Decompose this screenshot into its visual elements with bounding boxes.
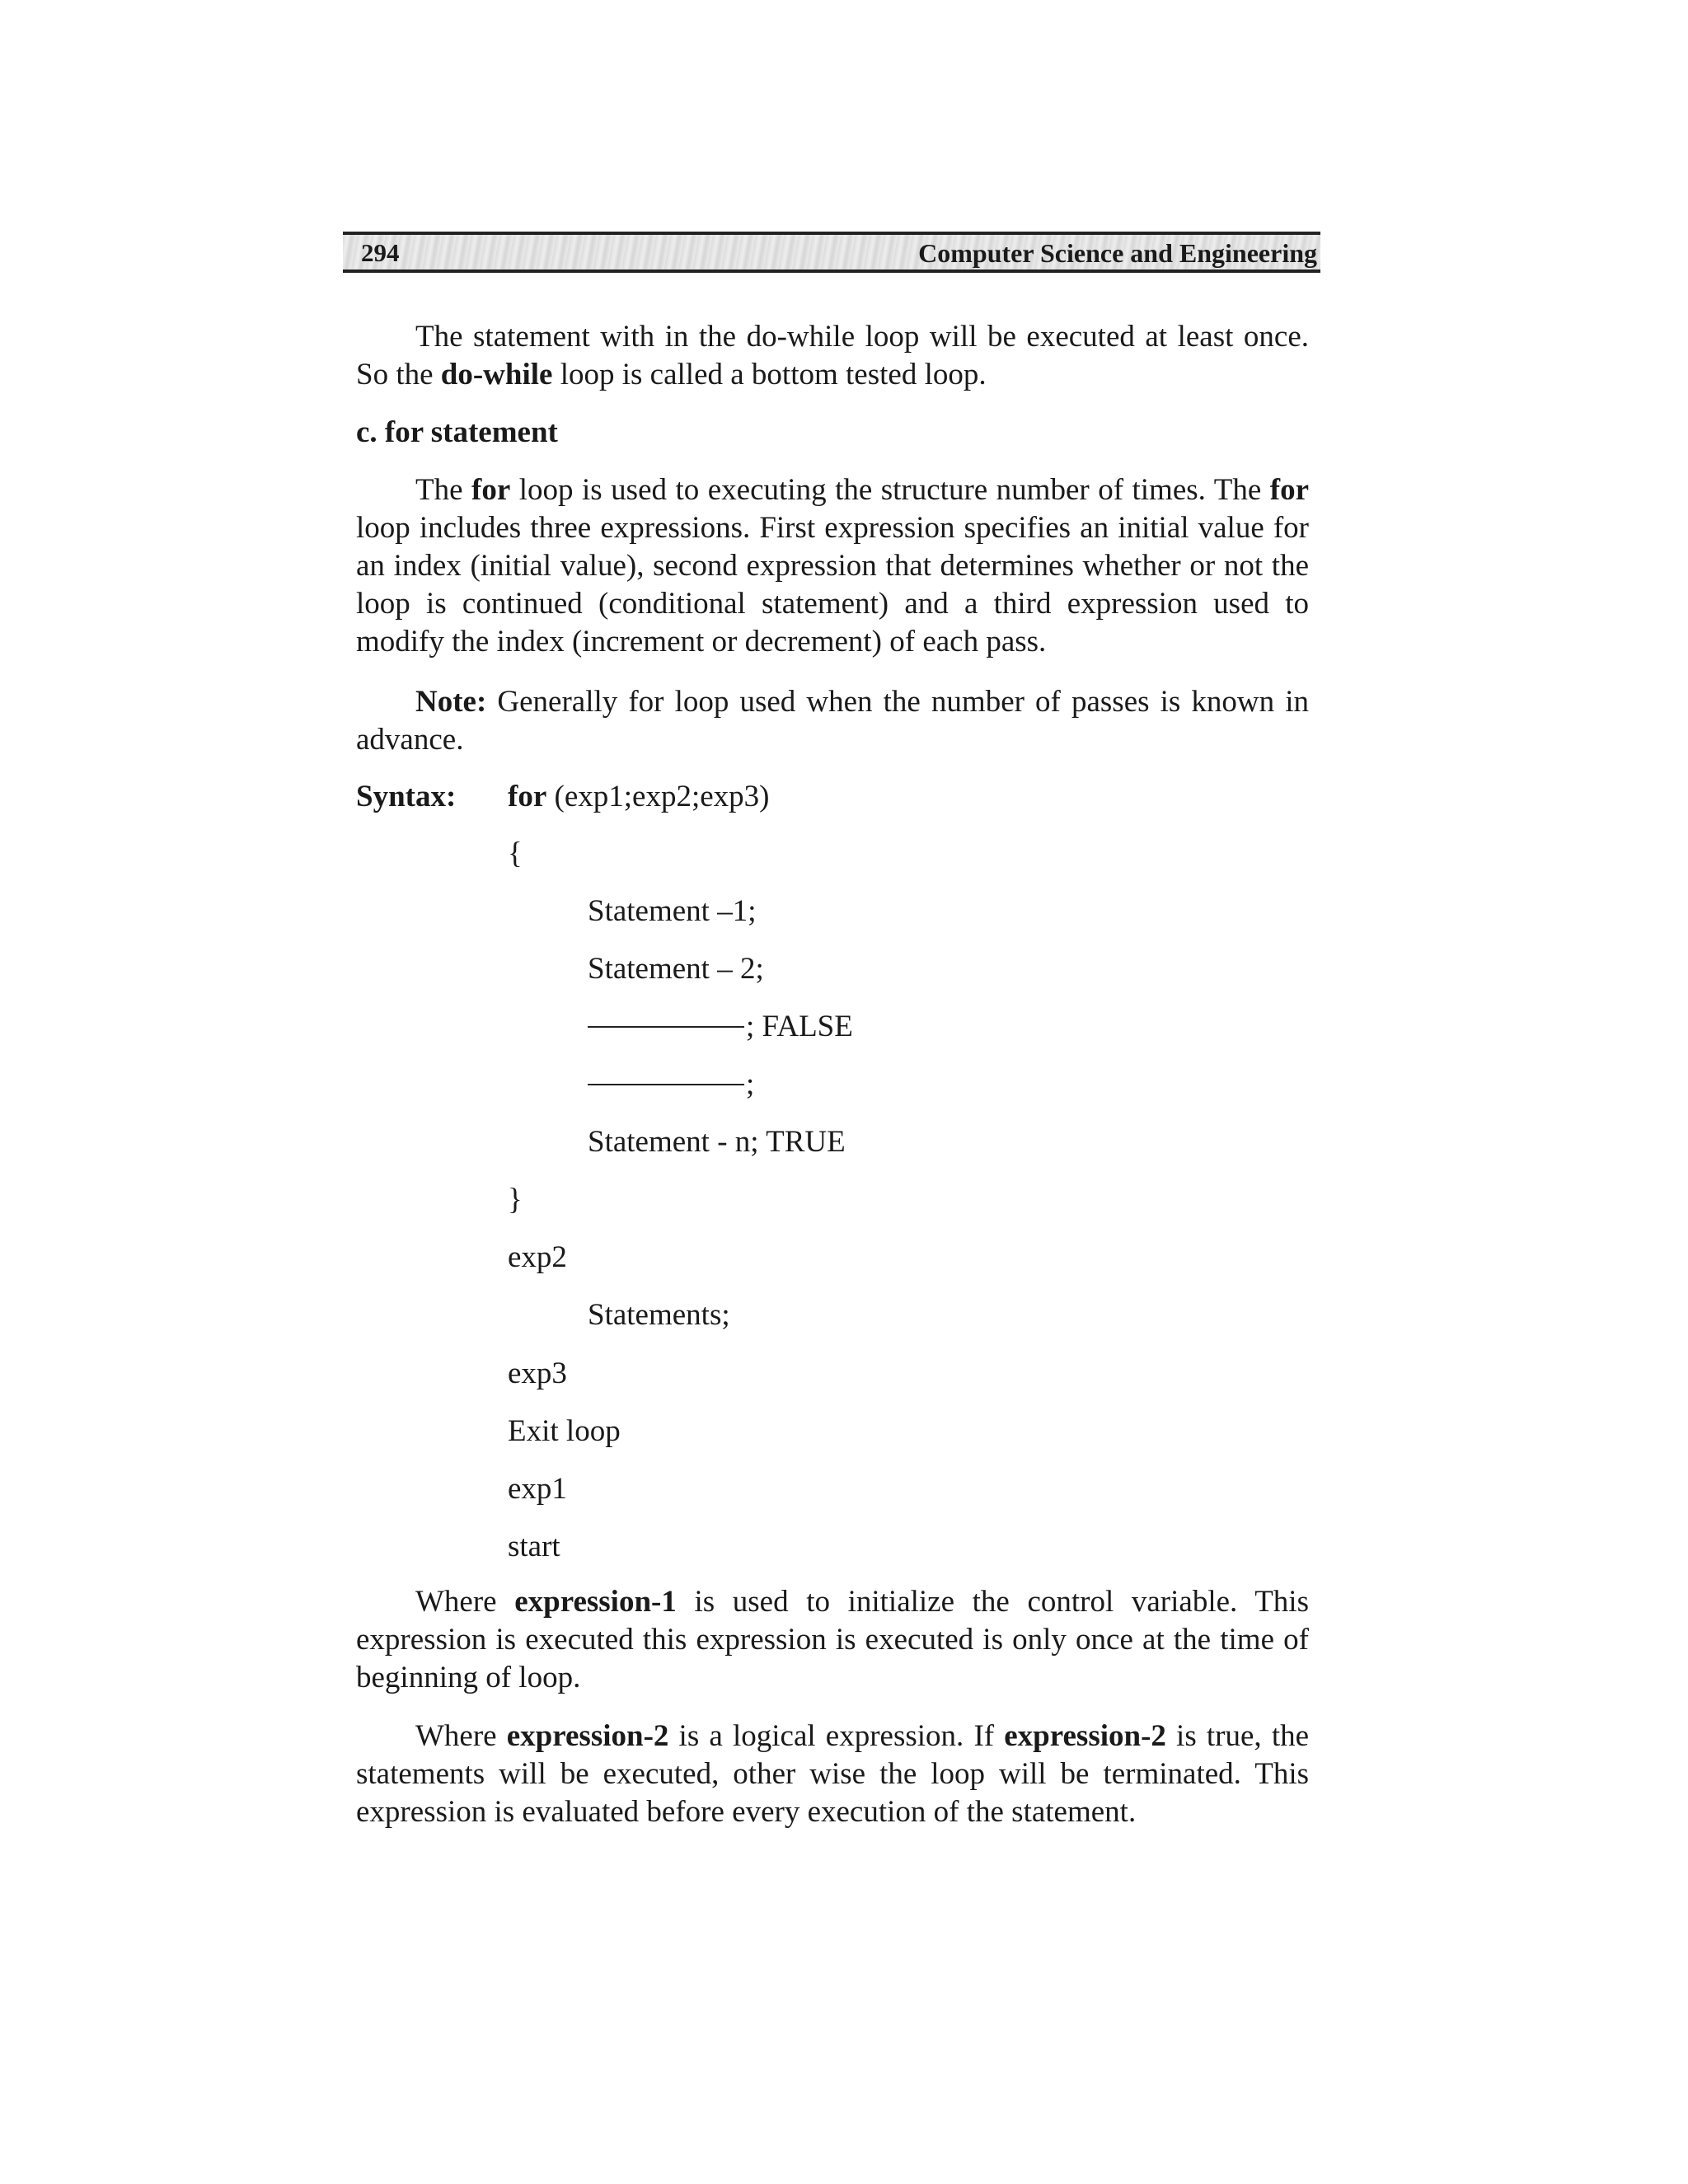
syntax-close-brace: } xyxy=(508,1183,523,1216)
flow-start: start xyxy=(508,1530,560,1563)
syntax-statement-2: Statement – 2; xyxy=(588,952,764,986)
syntax-statement-1: Statement –1; xyxy=(588,894,757,928)
flow-exp3: exp3 xyxy=(508,1357,567,1390)
header-title: Computer Science and Engineering xyxy=(918,238,1317,268)
flow-exit-loop: Exit loop xyxy=(508,1414,621,1448)
paragraph-do-while: The statement with in the do-while loop will be executed at least once. So the do-while loop is called a bottom tested loop. xyxy=(356,320,1309,391)
syntax-open-brace: { xyxy=(508,837,523,870)
syntax-false-line: ; FALSE xyxy=(588,1009,853,1044)
section-heading: c. for statement xyxy=(356,415,558,449)
running-header xyxy=(343,232,1320,273)
note-paragraph: Note: Generally for loop used when the number of passes is known in advance. xyxy=(356,685,1309,757)
paragraph-expression-2: Where expression-2 is a logical expression. If expression-2 is true, the statements will be executed, other wise the loop will be terminated. This expression is evaluated before every execution of the statement. xyxy=(356,1719,1310,1829)
syntax-label: Syntax: xyxy=(356,780,457,813)
flow-exp2: exp2 xyxy=(508,1240,567,1274)
paragraph-expression-1: Where expression-1 is used to initialize the control variable. This expression is executed this expression is executed is only once at the time of beginning of loop. xyxy=(356,1585,1309,1694)
flow-exp1: exp1 xyxy=(508,1472,567,1506)
paragraph-for-loop: The for loop is used to executing the structure number of times. The for loop includes three expressions. First expression specifies an initial value for an index (initial value), second expression that determines whether or not the loop is continued (conditional statement) and a third expression used to modify the index (increment or decrement) of each pass. xyxy=(356,473,1309,658)
flow-statements: Statements; xyxy=(588,1298,730,1332)
blank-line-rule xyxy=(588,1026,744,1028)
syntax-statement-n: Statement - n; TRUE xyxy=(588,1125,846,1159)
syntax-blank-line: ; xyxy=(588,1066,754,1102)
page-number: 294 xyxy=(361,238,400,267)
syntax-for-line: for (exp1;exp2;exp3) xyxy=(508,780,770,813)
note-label: Note: xyxy=(415,685,487,719)
blank-line-rule xyxy=(588,1084,744,1085)
